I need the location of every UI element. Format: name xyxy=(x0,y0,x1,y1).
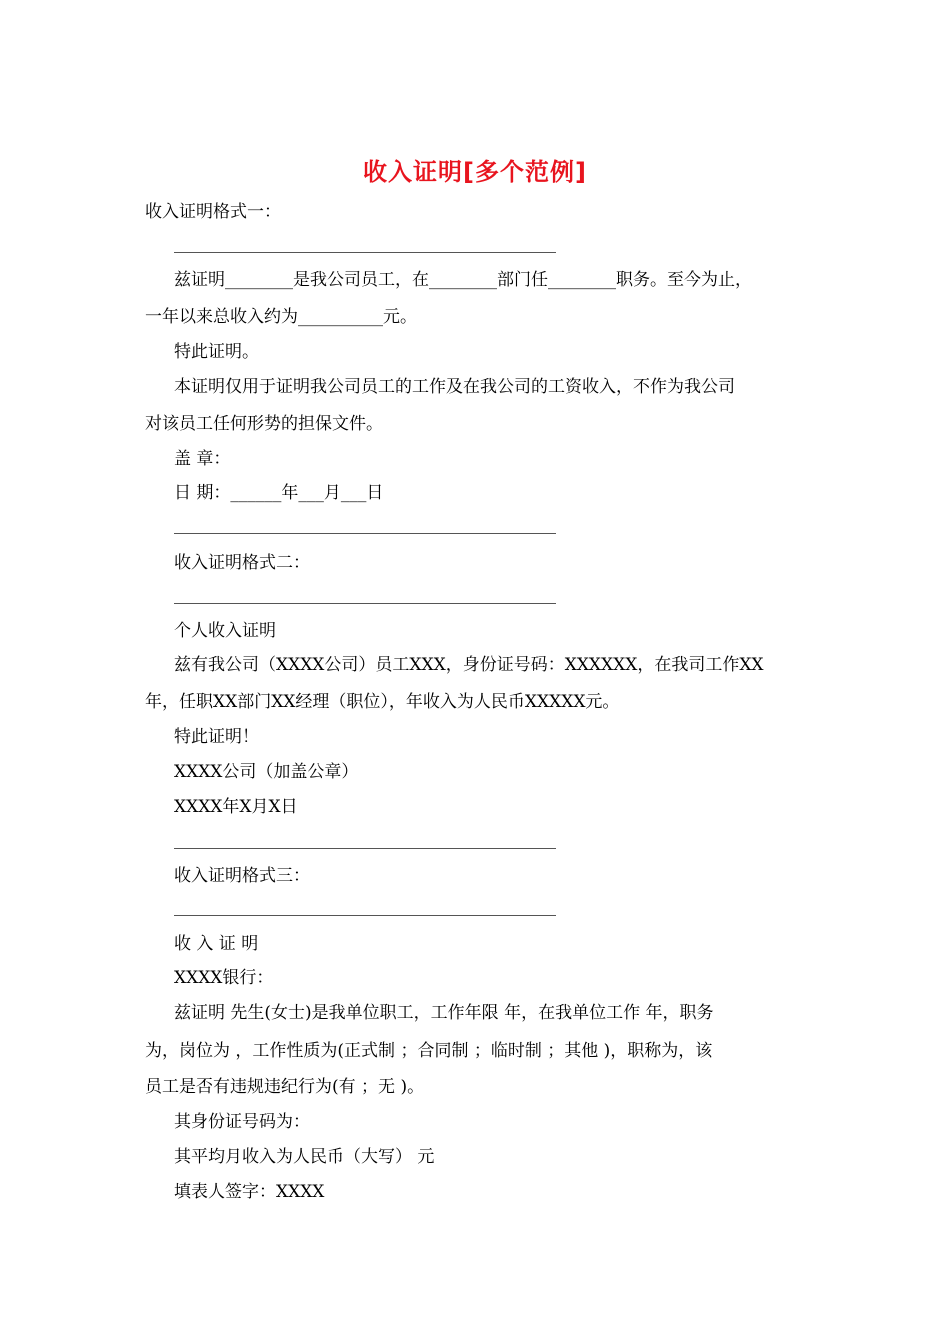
signature-line: 填表人签字：XXXX xyxy=(174,1182,325,1202)
paragraph-line: 个人收入证明 xyxy=(174,621,276,641)
date-line: 日 期：______年___月___日 xyxy=(174,483,384,503)
paragraph-line: 一年以来总收入约为__________元。 xyxy=(145,307,417,327)
paragraph-line: 其平均月收入为人民币（大写） 元 xyxy=(174,1147,435,1167)
paragraph-line: 对该员工任何形势的担保文件。 xyxy=(145,414,383,434)
paragraph-line: 兹证明________是我公司员工，在________部门任________职务。至今为止， xyxy=(174,270,752,290)
paragraph-line: 特此证明。 xyxy=(174,342,259,362)
divider-line xyxy=(174,533,556,534)
stamp-line: 盖 章： xyxy=(174,449,231,469)
divider-line xyxy=(174,603,556,604)
divider-line xyxy=(174,252,556,253)
paragraph-line: 本证明仅用于证明我公司员工的工作及在我公司的工资收入，不作为我公司 xyxy=(174,377,735,397)
paragraph-line: 其身份证号码为： xyxy=(174,1112,310,1132)
divider-line xyxy=(174,915,556,916)
section-heading-1: 收入证明格式一： xyxy=(145,202,281,222)
paragraph-line: 为，岗位为 ，工作性质为(正式制 ；合同制 ；临时制 ；其他 )，职称为，该 xyxy=(145,1041,713,1061)
paragraph-line: XXXX银行： xyxy=(174,968,274,988)
paragraph-line: 年，任职XX部门XX经理（职位），年收入为人民币XXXXX元。 xyxy=(145,692,620,712)
section-heading-3: 收入证明格式三： xyxy=(174,866,310,886)
divider-line xyxy=(174,848,556,849)
paragraph-line: XXXX公司（加盖公章） xyxy=(174,762,359,782)
date-line: XXXX年X月X日 xyxy=(174,797,298,817)
paragraph-line: 兹证明 先生(女士)是我单位职工，工作年限 年，在我单位工作 年，职务 xyxy=(174,1003,714,1023)
paragraph-line: 兹有我公司（XXXX公司）员工XXX，身份证号码：XXXXXX，在我司工作XX xyxy=(174,655,764,675)
paragraph-line: 收 入 证 明 xyxy=(174,934,259,954)
section-heading-2: 收入证明格式二： xyxy=(174,553,310,573)
paragraph-line: 特此证明！ xyxy=(174,727,259,747)
paragraph-line: 员工是否有违规违纪行为(有 ；无 )。 xyxy=(145,1077,425,1097)
document-title: 收入证明[多个范例] xyxy=(363,158,587,186)
